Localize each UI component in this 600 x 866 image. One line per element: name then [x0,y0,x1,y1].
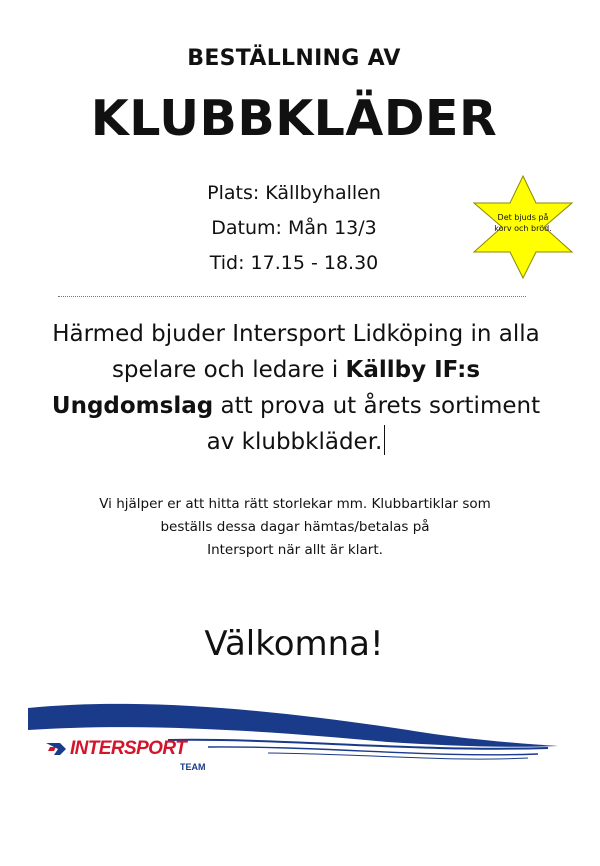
intersport-mark-icon [46,741,68,757]
help-text [50,493,540,562]
event-time: Tid: 17.15 - 18.30 [209,252,379,274]
logo-team: TEAM [180,762,206,772]
text-cursor [384,425,385,455]
invitation-part1: Härmed bjuder Intersport Lidköping in alla spelare och ledare i [52,321,540,383]
star-badge-line1: Det bjuds på [497,213,549,222]
invitation-text [36,316,556,460]
help-line2: beställs dessa dagar hämtas/betalas på [160,519,430,535]
help-line3: Intersport när allt är klart. [207,542,383,558]
star-badge-text [486,212,560,234]
intersport-logo [46,738,236,778]
help-line1: Vi hjälper er att hitta rätt storlekar mm. Klubbartiklar som [99,496,491,512]
invitation-part2: att prova ut årets sortiment av klubbkläder. [206,393,541,455]
star-badge-line2: korv och bröd. [494,224,552,233]
event-date: Datum: Mån 13/3 [211,217,377,239]
pre-title: BESTÄLLNING AV [187,46,401,71]
dotted-divider [58,296,526,297]
invitation-bold: Källby IF:s Ungdomslag [51,357,481,419]
page-title: KLUBBKLÄDER [90,90,498,147]
logo-wordmark: INTERSPORT [70,738,187,759]
event-place: Plats: Källbyhallen [207,182,381,204]
welcome-text: Välkomna! [204,624,384,664]
